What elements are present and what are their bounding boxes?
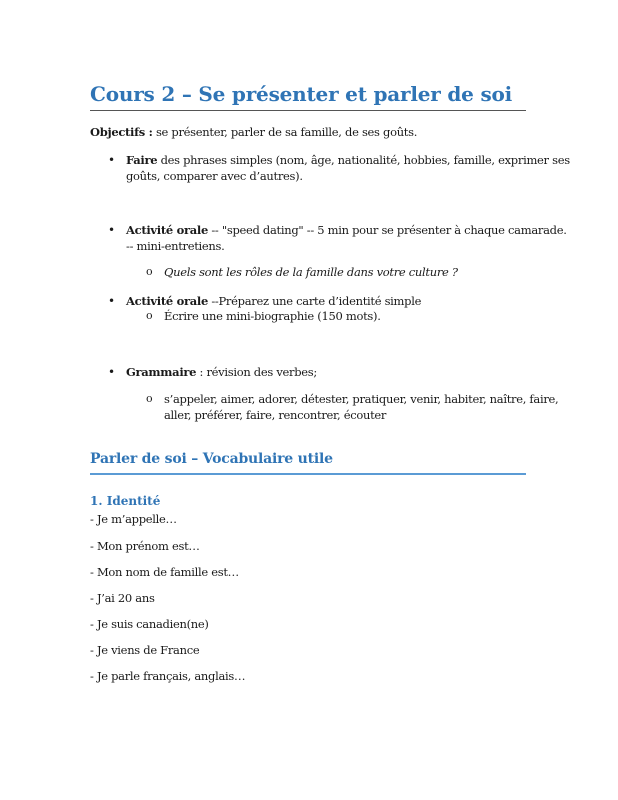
bullet-3-line-1 <box>126 293 421 309</box>
objectives-text: se présenter, parler de sa famille, de ses goûts. <box>152 125 418 139</box>
bullet-4-sub-line-1: s’appeler, aimer, adorer, détester, pratiquer, venir, habiter, naître, faire, <box>164 392 559 406</box>
sub-bullet-icon: o <box>146 265 153 278</box>
bullet-2-sub: Quels sont les rôles de la famille dans votre culture ? <box>164 265 458 279</box>
bullet-1-line-2: goûts, comparer avec d’autres). <box>126 169 303 183</box>
vocab-item: - Je parle français, anglais… <box>90 669 246 683</box>
bullet-1-line-1 <box>126 152 570 168</box>
bullet-4-text: : révision des verbes; <box>196 365 317 379</box>
bullet-2-line-2: -- mini-entretiens. <box>126 239 225 253</box>
objectives-label: Objectifs : <box>90 125 153 139</box>
bullet-3-sub: Écrire une mini-biographie (150 mots). <box>164 309 381 323</box>
vocab-item: - Je suis canadien(ne) <box>90 617 209 631</box>
vocab-item: - Mon prénom est… <box>90 539 200 553</box>
bullet-4-bold: Grammaire <box>126 365 197 379</box>
objectives-line <box>90 124 417 140</box>
bullet-icon: • <box>108 153 116 167</box>
sub-bullet-icon: o <box>146 309 153 322</box>
section-subheading: 1. Identité <box>90 494 161 508</box>
bullet-icon: • <box>108 223 116 237</box>
bullet-2-text: -- "speed dating" -- 5 min pour se présenter à chaque camarade. <box>207 223 567 237</box>
bullet-1-text: des phrases simples (nom, âge, nationalité, hobbies, famille, exprimer ses <box>157 153 570 167</box>
vocab-item: - J’ai 20 ans <box>90 591 155 605</box>
section-heading: Parler de soi – Vocabulaire utile <box>90 451 526 475</box>
bullet-3-text: --Préparez une carte d’identité simple <box>207 294 422 308</box>
bullet-2-line-1 <box>126 222 567 238</box>
vocab-item: - Je viens de France <box>90 643 200 657</box>
page-title: Cours 2 – Se présenter et parler de soi <box>90 82 526 111</box>
vocab-item: - Je m’appelle… <box>90 512 177 526</box>
bullet-3-bold: Activité orale <box>126 294 208 308</box>
bullet-4-sub-line-2: aller, préférer, faire, rencontrer, écouter <box>164 408 387 422</box>
bullet-icon: • <box>108 365 116 379</box>
vocab-item: - Mon nom de famille est… <box>90 565 239 579</box>
bullet-1-bold: Faire <box>126 153 158 167</box>
sub-bullet-icon: o <box>146 392 153 405</box>
bullet-2-bold: Activité orale <box>126 223 208 237</box>
bullet-icon: • <box>108 294 116 308</box>
bullet-4-line-1 <box>126 364 317 380</box>
